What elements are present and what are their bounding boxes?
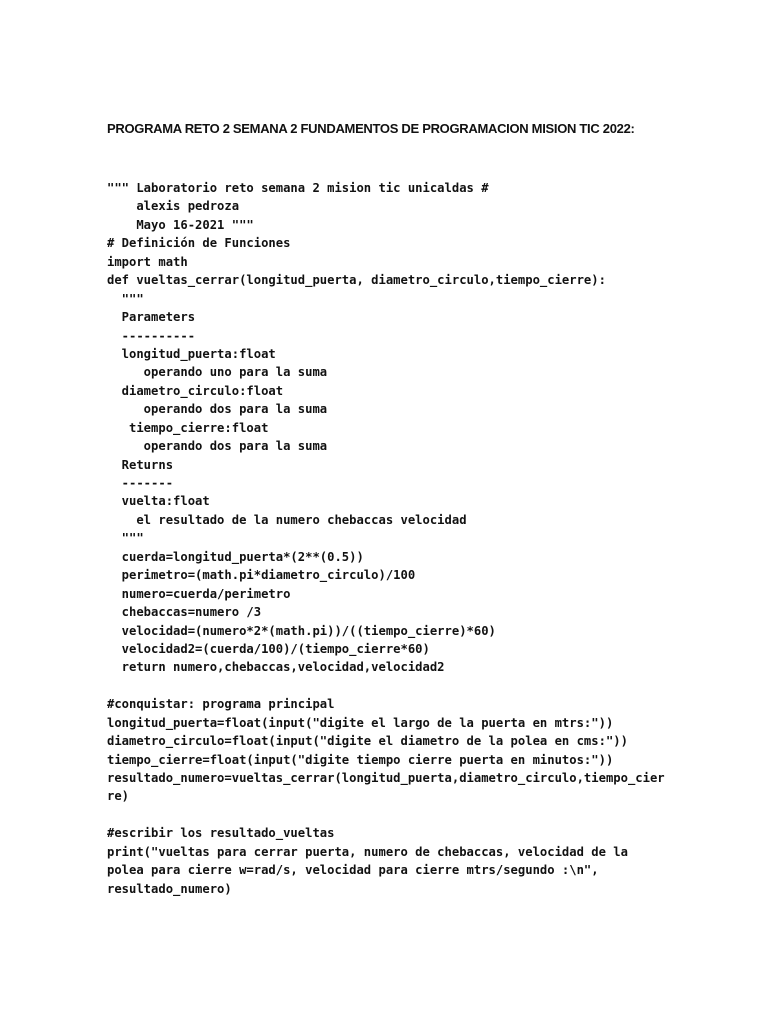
code-line: Parameters [107, 310, 196, 325]
code-line: longitud_puerta=float(input("digite el largo de la puerta en mtrs:")) [107, 715, 614, 730]
code-line: """ [107, 291, 144, 306]
document-title: PROGRAMA RETO 2 SEMANA 2 FUNDAMENTOS DE PROGRAMACION MISION TIC 2022: [107, 121, 635, 136]
code-line: import math [107, 254, 188, 269]
code-line: operando uno para la suma [107, 365, 328, 380]
code-line: operando dos para la suma [107, 402, 328, 417]
code-line: el resultado de la numero chebaccas velocidad [107, 512, 467, 527]
code-line: chebaccas=numero /3 [107, 605, 262, 620]
code-line: ------- [107, 476, 174, 490]
code-line: resultado_numero) [107, 881, 232, 896]
code-line: return numero,chebaccas,velocidad,velocidad2 [107, 660, 445, 675]
code-line: polea para cierre w=rad/s, velocidad para cierre mtrs/segundo :\n", [107, 863, 599, 878]
code-line: """ [107, 531, 144, 546]
code-line: ---------- [107, 328, 196, 343]
code-line: resultado_numero=vueltas_cerrar(longitud_puerta,diametro_circulo,tiempo_cier [107, 771, 665, 785]
code-line: velocidad2=(cuerda/100)/(tiempo_cierre*60) [107, 641, 430, 656]
code-line [107, 677, 707, 695]
code-line: velocidad=(numero*2*(math.pi))/((tiempo_cierre)*60) [107, 623, 496, 638]
code-line: # Definición de Funciones [107, 236, 291, 251]
code-line: longitud_puerta:float [107, 346, 276, 361]
code-line: #escribir los resultado_vueltas [107, 826, 335, 841]
code-line: #conquistar: programa principal [107, 697, 335, 712]
code-line: """ Laboratorio reto semana 2 mision tic unicaldas # [107, 181, 489, 195]
code-line: Mayo 16-2021 """ [107, 217, 254, 232]
code-line: alexis pedroza [107, 199, 240, 214]
code-line: print("vueltas para cerrar puerta, numero de chebaccas, velocidad de la [107, 844, 628, 859]
code-line: tiempo_cierre:float [107, 420, 269, 435]
code-line: numero=cuerda/perimetro [107, 586, 291, 601]
code-line: diametro_circulo:float [107, 383, 284, 398]
code-line: tiempo_cierre=float(input("digite tiempo cierre puerta en minutos:")) [107, 752, 614, 767]
code-line: re) [107, 789, 130, 804]
code-line: perimetro=(math.pi*diametro_circulo)/100 [107, 568, 416, 583]
code-line: def vueltas_cerrar(longitud_puerta, diametro_circulo,tiempo_cierre): [107, 273, 606, 288]
code-line: cuerda=longitud_puerta*(2**(0.5)) [107, 549, 364, 564]
code-line: operando dos para la suma [107, 439, 328, 454]
code-line: Returns [107, 457, 174, 472]
code-line: diametro_circulo=float(input("digite el diametro de la polea en cms:")) [107, 734, 628, 749]
code-line: vuelta:float [107, 494, 210, 509]
code-block [107, 179, 707, 898]
code-line [107, 806, 707, 824]
